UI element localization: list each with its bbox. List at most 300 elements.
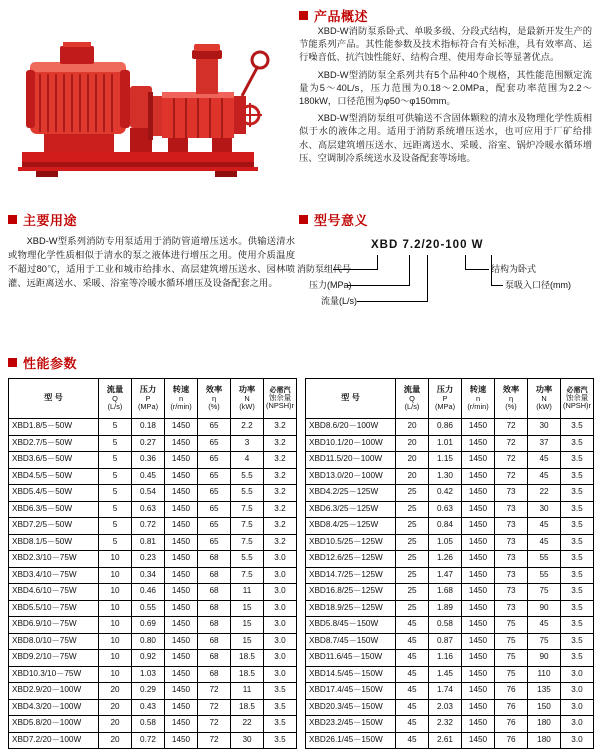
cell-model: XBD9.2/10－75W [9, 650, 99, 667]
cell-value: 45 [396, 699, 429, 716]
cell-value: 2.03 [429, 699, 462, 716]
cell-value: 72 [198, 732, 231, 749]
cell-value: 1450 [462, 716, 495, 733]
cell-model: XBD16.8/25－125W [306, 584, 396, 601]
cell-value: 4 [231, 452, 264, 469]
cell-value: 3.5 [561, 567, 594, 584]
cell-value: 3.2 [264, 534, 297, 551]
cell-model: XBD6.3/5－50W [9, 501, 99, 518]
cell-value: 1450 [462, 683, 495, 700]
cell-value: 75 [528, 633, 561, 650]
table-row [9, 419, 297, 436]
cell-value: 1450 [462, 732, 495, 749]
cell-value: 0.45 [132, 468, 165, 485]
table-row [306, 419, 594, 436]
performance-table-right [305, 378, 594, 749]
cell-value: 3.5 [561, 419, 594, 436]
cell-value: 5 [99, 452, 132, 469]
cell-value: 1.16 [429, 650, 462, 667]
cell-value: 1.45 [429, 666, 462, 683]
cell-value: 3.5 [561, 650, 594, 667]
cell-value: 1450 [165, 666, 198, 683]
cell-value: 1.89 [429, 600, 462, 617]
cell-value: 1450 [462, 468, 495, 485]
table-row [306, 435, 594, 452]
cell-value: 3.5 [561, 452, 594, 469]
cell-value: 3.5 [264, 732, 297, 749]
cell-value: 1450 [462, 435, 495, 452]
cell-value: 0.63 [132, 501, 165, 518]
cell-value: 10 [99, 551, 132, 568]
cell-value: 68 [198, 600, 231, 617]
cell-value: 1450 [165, 567, 198, 584]
cell-value: 72 [495, 435, 528, 452]
model-decomposition-diagram [299, 235, 600, 353]
table-header-row [9, 379, 297, 419]
cell-value: 68 [198, 584, 231, 601]
cell-value: 10 [99, 633, 132, 650]
cell-value: 73 [495, 518, 528, 535]
cell-value: 25 [396, 485, 429, 502]
cell-value: 7.5 [231, 501, 264, 518]
cell-value: 18.5 [231, 650, 264, 667]
cell-value: 65 [198, 501, 231, 518]
cell-value: 5 [99, 534, 132, 551]
cell-value: 3.0 [264, 584, 297, 601]
cell-value: 1450 [165, 419, 198, 436]
cell-value: 1.74 [429, 683, 462, 700]
cell-value: 37 [528, 435, 561, 452]
th-flow: 流量 Q (L/s) [396, 379, 429, 419]
cell-value: 3.5 [561, 633, 594, 650]
performance-title: 性能参数 [23, 356, 78, 371]
cell-value: 45 [528, 468, 561, 485]
overview-paragraph-3: XBD-W型消防泵组可供输送不含固体颗粒的清水及物理化学性质相似于水的液体之用。适用于消防系统增压送水，也可应用于厂矿给排水、高层建筑增压送水、远距离送水、采暖、浴室、锅炉冷暖水循环增压、空调制冷系统送水及设备配套等场地。 [299, 113, 592, 163]
pump-illustration [0, 0, 295, 200]
cell-model: XBD6.3/25－125W [306, 501, 396, 518]
cell-value: 73 [495, 600, 528, 617]
cell-value: 3.0 [561, 716, 594, 733]
cell-value: 1450 [165, 485, 198, 502]
cell-value: 10 [99, 650, 132, 667]
cell-value: 1450 [165, 650, 198, 667]
cell-value: 3.2 [264, 518, 297, 535]
cell-value: 1450 [462, 666, 495, 683]
cell-value: 45 [528, 534, 561, 551]
table-row [306, 699, 594, 716]
cell-value: 1450 [462, 419, 495, 436]
uses-block [0, 210, 295, 353]
cell-value: 3.5 [561, 485, 594, 502]
cell-value: 3.5 [561, 600, 594, 617]
cell-value: 76 [495, 732, 528, 749]
cell-value: 18.5 [231, 699, 264, 716]
cell-value: 68 [198, 617, 231, 634]
cell-value: 3.0 [264, 551, 297, 568]
cell-value: 1450 [165, 617, 198, 634]
cell-value: 25 [396, 567, 429, 584]
table-row [9, 716, 297, 733]
cell-value: 1450 [165, 584, 198, 601]
cell-value: 3.5 [561, 551, 594, 568]
cell-value: 30 [231, 732, 264, 749]
cell-value: 3.0 [264, 650, 297, 667]
th-efficiency: 效率 η (%) [198, 379, 231, 419]
cell-value: 1450 [165, 683, 198, 700]
table-row [306, 567, 594, 584]
cell-model: XBD8.1/5－50W [9, 534, 99, 551]
cell-value: 15 [231, 633, 264, 650]
th-speed: 转速 n (r/min) [165, 379, 198, 419]
cell-value: 3.2 [264, 452, 297, 469]
cell-model: XBD5.8/20－100W [9, 716, 99, 733]
cell-value: 1450 [462, 633, 495, 650]
cell-value: 20 [396, 435, 429, 452]
cell-value: 75 [495, 650, 528, 667]
cell-value: 0.72 [132, 518, 165, 535]
cell-value: 90 [528, 650, 561, 667]
th-pressure: 压力 P (MPa) [132, 379, 165, 419]
cell-value: 110 [528, 666, 561, 683]
cell-value: 1450 [462, 650, 495, 667]
table-row [306, 600, 594, 617]
cell-value: 1450 [462, 452, 495, 469]
cell-value: 68 [198, 633, 231, 650]
cell-value: 68 [198, 567, 231, 584]
table-row [9, 683, 297, 700]
th-power: 功率 N (kW) [231, 379, 264, 419]
cell-value: 10 [99, 567, 132, 584]
cell-value: 1450 [165, 518, 198, 535]
cell-value: 1450 [165, 600, 198, 617]
th-model: 型 号 [9, 379, 99, 419]
cell-value: 5 [99, 468, 132, 485]
cell-value: 5 [99, 435, 132, 452]
cell-value: 10 [99, 584, 132, 601]
cell-value: 65 [198, 534, 231, 551]
cell-model: XBD3.6/5－50W [9, 452, 99, 469]
cell-model: XBD4.5/5－50W [9, 468, 99, 485]
cell-value: 25 [396, 600, 429, 617]
cell-value: 20 [396, 468, 429, 485]
cell-value: 73 [495, 551, 528, 568]
table-row [306, 452, 594, 469]
cell-value: 1450 [462, 518, 495, 535]
cell-value: 5 [99, 485, 132, 502]
cell-value: 15 [231, 617, 264, 634]
cell-value: 3.0 [264, 666, 297, 683]
cell-value: 30 [528, 419, 561, 436]
model-label-pressure: 压力(MPa) [309, 280, 352, 290]
cell-model: XBD12.6/25－125W [306, 551, 396, 568]
performance-tables [8, 378, 592, 749]
model-title: 型号意义 [314, 213, 369, 228]
cell-value: 1.03 [132, 666, 165, 683]
cell-value: 0.80 [132, 633, 165, 650]
cell-model: XBD6.9/10－75W [9, 617, 99, 634]
table-row [306, 666, 594, 683]
cell-value: 45 [396, 633, 429, 650]
cell-value: 7.5 [231, 534, 264, 551]
cell-value: 3.5 [561, 435, 594, 452]
cell-value: 1450 [462, 534, 495, 551]
cell-value: 5.5 [231, 485, 264, 502]
cell-value: 5.5 [231, 468, 264, 485]
cell-value: 73 [495, 584, 528, 601]
cell-value: 0.72 [132, 732, 165, 749]
th-npsh: 必需汽 蚀余量 (NPSH)r [264, 379, 297, 419]
table-row [306, 617, 594, 634]
cell-value: 3.2 [264, 419, 297, 436]
overview-paragraph-1: XBD-W消防泵系卧式、单吸多级、分段式结构，是最新开发生产的节能系列产品。其性能参数及技术指标符合有关标准，具有效率高、运行噪音低、抗汽蚀性能好、结构合理、使用寿命长等显著优点。 [299, 26, 592, 63]
table-row [306, 518, 594, 535]
cell-value: 45 [396, 716, 429, 733]
cell-value: 75 [495, 666, 528, 683]
cell-value: 20 [99, 716, 132, 733]
table-row [306, 534, 594, 551]
cell-value: 0.63 [429, 501, 462, 518]
square-bullet-icon [8, 358, 17, 367]
overview-title: 产品概述 [314, 9, 369, 24]
cell-value: 1450 [165, 534, 198, 551]
cell-value: 1450 [165, 435, 198, 452]
table-row [306, 551, 594, 568]
table-row [9, 732, 297, 749]
cell-value: 3.2 [264, 501, 297, 518]
mid-section [0, 210, 600, 353]
cell-value: 5.5 [231, 551, 264, 568]
cell-value: 72 [495, 419, 528, 436]
cell-model: XBD1.8/5－50W [9, 419, 99, 436]
cell-value: 20 [396, 419, 429, 436]
cell-value: 90 [528, 600, 561, 617]
cell-value: 0.84 [429, 518, 462, 535]
cell-model: XBD4.2/25－125W [306, 485, 396, 502]
cell-value: 10 [99, 600, 132, 617]
cell-value: 0.69 [132, 617, 165, 634]
cell-value: 45 [396, 617, 429, 634]
table-row [9, 485, 297, 502]
cell-value: 30 [528, 501, 561, 518]
cell-model: XBD3.4/10－75W [9, 567, 99, 584]
model-label-pumpset: 消防泵组代号 [297, 264, 352, 274]
cell-value: 0.92 [132, 650, 165, 667]
cell-value: 75 [495, 617, 528, 634]
cell-value: 3.0 [264, 567, 297, 584]
cell-value: 15 [231, 600, 264, 617]
cell-value: 1.68 [429, 584, 462, 601]
th-power: 功率 N (kW) [528, 379, 561, 419]
cell-value: 1.01 [429, 435, 462, 452]
cell-model: XBD18.9/25－125W [306, 600, 396, 617]
cell-value: 10 [99, 666, 132, 683]
cell-value: 3 [231, 435, 264, 452]
table-row [9, 584, 297, 601]
cell-value: 3.0 [561, 683, 594, 700]
cell-value: 1450 [462, 699, 495, 716]
cell-model: XBD2.3/10－75W [9, 551, 99, 568]
cell-model: XBD14.5/45－150W [306, 666, 396, 683]
cell-value: 25 [396, 534, 429, 551]
table-header-row [306, 379, 594, 419]
table-row [9, 435, 297, 452]
cell-value: 45 [528, 518, 561, 535]
cell-value: 45 [396, 650, 429, 667]
cell-model: XBD17.4/45－150W [306, 683, 396, 700]
table-row [9, 617, 297, 634]
performance-table-left [8, 378, 297, 749]
th-flow: 流量 Q (L/s) [99, 379, 132, 419]
cell-model: XBD8.4/25－125W [306, 518, 396, 535]
cell-value: 3.5 [561, 501, 594, 518]
cell-value: 18.5 [231, 666, 264, 683]
cell-value: 3.5 [561, 584, 594, 601]
cell-model: XBD2.7/5－50W [9, 435, 99, 452]
th-npsh: 必需汽 蚀余量 (NPSH)r [561, 379, 594, 419]
cell-value: 11 [231, 584, 264, 601]
cell-value: 0.58 [132, 716, 165, 733]
cell-value: 1450 [462, 551, 495, 568]
overview-heading [299, 6, 592, 25]
cell-value: 20 [99, 683, 132, 700]
cell-value: 45 [396, 666, 429, 683]
cell-model: XBD10.5/25－125W [306, 534, 396, 551]
cell-value: 1450 [462, 567, 495, 584]
table-row [9, 518, 297, 535]
cell-value: 55 [528, 567, 561, 584]
cell-value: 73 [495, 534, 528, 551]
cell-value: 3.0 [264, 617, 297, 634]
cell-value: 11 [231, 683, 264, 700]
cell-value: 3.2 [264, 435, 297, 452]
cell-value: 45 [528, 617, 561, 634]
cell-value: 75 [495, 633, 528, 650]
cell-value: 0.36 [132, 452, 165, 469]
cell-value: 1450 [462, 584, 495, 601]
cell-value: 0.23 [132, 551, 165, 568]
cell-model: XBD11.5/20－100W [306, 452, 396, 469]
cell-value: 76 [495, 716, 528, 733]
cell-value: 150 [528, 699, 561, 716]
cell-value: 3.5 [264, 716, 297, 733]
cell-value: 3.5 [264, 683, 297, 700]
cell-model: XBD4.3/20－100W [9, 699, 99, 716]
th-efficiency: 效率 η (%) [495, 379, 528, 419]
cell-value: 1450 [462, 485, 495, 502]
table-row [9, 468, 297, 485]
cell-model: XBD14.7/25－125W [306, 567, 396, 584]
cell-value: 65 [198, 518, 231, 535]
cell-value: 1450 [165, 468, 198, 485]
cell-value: 72 [495, 468, 528, 485]
cell-value: 65 [198, 452, 231, 469]
cell-value: 73 [495, 501, 528, 518]
cell-model: XBD10.1/20－100W [306, 435, 396, 452]
cell-value: 3.2 [264, 485, 297, 502]
table-row [9, 650, 297, 667]
uses-paragraph-1: XBD-W型系列消防专用泵适用于消防管道增压送水。供输送清水或物理化学性质相似于清水的泵之液体进行增压之用。使用介质温度不超过80℃，适用于工业和城市给排水、高层建筑增压送水、园林喷灌、远距离送水、采暖、浴室等冷暖水循环增压及设备配套之用。 [8, 236, 295, 288]
cell-value: 1450 [462, 617, 495, 634]
cell-value: 68 [198, 666, 231, 683]
table-row [306, 650, 594, 667]
cell-value: 25 [396, 501, 429, 518]
model-block [295, 210, 600, 353]
cell-value: 68 [198, 650, 231, 667]
table-row [306, 732, 594, 749]
cell-value: 3.0 [561, 699, 594, 716]
cell-value: 20 [99, 699, 132, 716]
table-row [306, 683, 594, 700]
uses-title: 主要用途 [23, 213, 78, 228]
cell-value: 76 [495, 683, 528, 700]
cell-value: 45 [396, 683, 429, 700]
th-speed: 转速 n (r/min) [462, 379, 495, 419]
cell-value: 180 [528, 732, 561, 749]
cell-value: 25 [396, 518, 429, 535]
model-code: XBD 7.2/20-100 W [371, 239, 484, 251]
cell-model: XBD5.4/5－50W [9, 485, 99, 502]
cell-value: 0.29 [132, 683, 165, 700]
th-model: 型 号 [306, 379, 396, 419]
table-row [9, 551, 297, 568]
cell-value: 22 [231, 716, 264, 733]
cell-value: 65 [198, 419, 231, 436]
th-pressure: 压力 P (MPa) [429, 379, 462, 419]
cell-model: XBD8.6/20－100W [306, 419, 396, 436]
cell-value: 7.5 [231, 567, 264, 584]
cell-value: 0.27 [132, 435, 165, 452]
table-row [306, 468, 594, 485]
cell-model: XBD23.2/45－150W [306, 716, 396, 733]
cell-value: 10 [99, 617, 132, 634]
cell-model: XBD7.2/5－50W [9, 518, 99, 535]
table-row [9, 600, 297, 617]
table-row [9, 699, 297, 716]
cell-value: 5 [99, 518, 132, 535]
cell-value: 0.55 [132, 600, 165, 617]
cell-value: 1450 [165, 551, 198, 568]
cell-value: 22 [528, 485, 561, 502]
table-row [9, 452, 297, 469]
cell-model: XBD11.6/45－150W [306, 650, 396, 667]
square-bullet-icon [299, 215, 308, 224]
cell-model: XBD8.7/45－150W [306, 633, 396, 650]
cell-value: 7.5 [231, 518, 264, 535]
cell-value: 75 [528, 584, 561, 601]
table-body-right [306, 419, 594, 749]
overview-paragraph-2: XBD-W型消防泵全系列共有5个品种40个规格，其性能范围额定流量为5～40L/s，压力范围为0.18～2.0MPa，配套功率范围为2.2～180kW，口径范围为φ50～φ150mm。 [299, 69, 592, 106]
table-row [306, 716, 594, 733]
top-section [0, 0, 600, 210]
table-row [306, 485, 594, 502]
performance-section [0, 353, 600, 749]
cell-value: 20 [99, 732, 132, 749]
cell-value: 65 [198, 468, 231, 485]
cell-value: 73 [495, 485, 528, 502]
table-row [306, 633, 594, 650]
table-row [306, 501, 594, 518]
model-label-horizontal: 结构为卧式 [491, 264, 537, 274]
cell-value: 3.0 [561, 666, 594, 683]
cell-value: 3.2 [264, 468, 297, 485]
cell-value: 1.05 [429, 534, 462, 551]
cell-value: 0.46 [132, 584, 165, 601]
pump-drawing-svg [0, 0, 295, 200]
cell-value: 1450 [165, 501, 198, 518]
cell-value: 3.5 [561, 617, 594, 634]
cell-value: 76 [495, 699, 528, 716]
table-row [9, 633, 297, 650]
